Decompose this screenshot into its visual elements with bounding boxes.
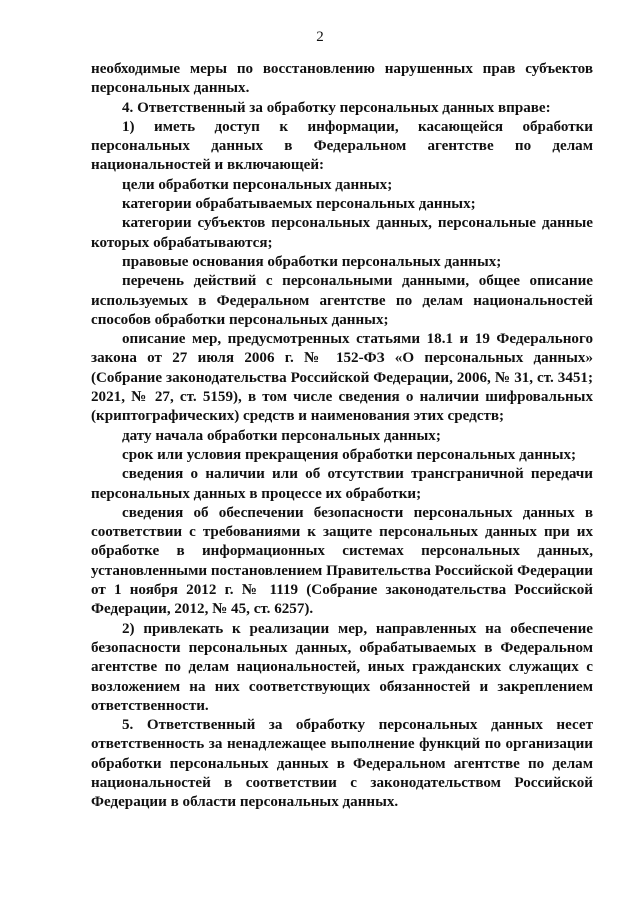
paragraph-actions-list: перечень действий с персональными данными, общее описание используемых в Федеральном агентстве по делам национальностей способов обработки персональных данных; [91,273,593,328]
page-number: 2 [316,29,324,45]
paragraph-processing-purposes: цели обработки персональных данных; [122,176,393,193]
paragraph-item-5-responsibility: 5. Ответственный за обработку персональных данных несет ответственность за ненадлежащее выполнение функций по организации обработки персональных данных в Федеральном агентстве по делам национальностей в соответствии с законодательством Российской Федерации в области персональных данных. [91,717,593,811]
paragraph-measures-restoration: необходимые меры по восстановлению нарушенных прав субъектов персональных данных. [91,61,593,97]
paragraph-measures-description: описание мер, предусмотренных статьями 18.1 и 19 Федерального закона от 27 июля 2006 г. № 152-ФЗ «О персональных данных» (Собрание законодательства Российской Федерации, 2006, № 31, ст. 3451; 2021, № 27, ст. 5159), в том числе сведения о наличии шифровальных (криптографических) средств и наименования этих средств; [91,331,593,425]
paragraph-subject-categories: категории субъектов персональных данных, персональные данные которых обрабатываются; [91,215,593,251]
paragraph-subitem-2-involve: 2) привлекать к реализации мер, направленных на обеспечение безопасности персональных данных, обрабатываемых в Федеральном агентстве по делам национальностей, иных гражданских служащих с возложением на них соответствующих обязанностей и закреплением ответственности. [91,620,593,714]
paragraph-data-categories: категории обрабатываемых персональных данных; [122,196,476,213]
document-body [91,60,593,813]
paragraph-security-measures: сведения об обеспечении безопасности персональных данных в соответствии с требованиями к защите персональных данных при их обработке в информационных системах персональных данных, установленными постановлением Правительства Российской Федерации от 1 ноября 2012 г. № 1119 (Собрание законодательства Российской Федерации, 2012, № 45, ст. 6257). [91,504,593,618]
paragraph-legal-grounds: правовые основания обработки персональных данных; [122,253,502,270]
paragraph-item-4-rights: 4. Ответственный за обработку персональных данных вправе: [122,99,551,116]
paragraph-cross-border-transfer: сведения о наличии или об отсутствии трансграничной передачи персональных данных в процессе их обработки; [91,466,593,502]
paragraph-subitem-1-access: 1) иметь доступ к информации, касающейся обработки персональных данных в Федеральном агентстве по делам национальностей и включающей: [91,118,593,174]
paragraph-start-date: дату начала обработки персональных данных; [122,427,441,444]
paragraph-termination-conditions: срок или условия прекращения обработки персональных данных; [122,446,577,463]
